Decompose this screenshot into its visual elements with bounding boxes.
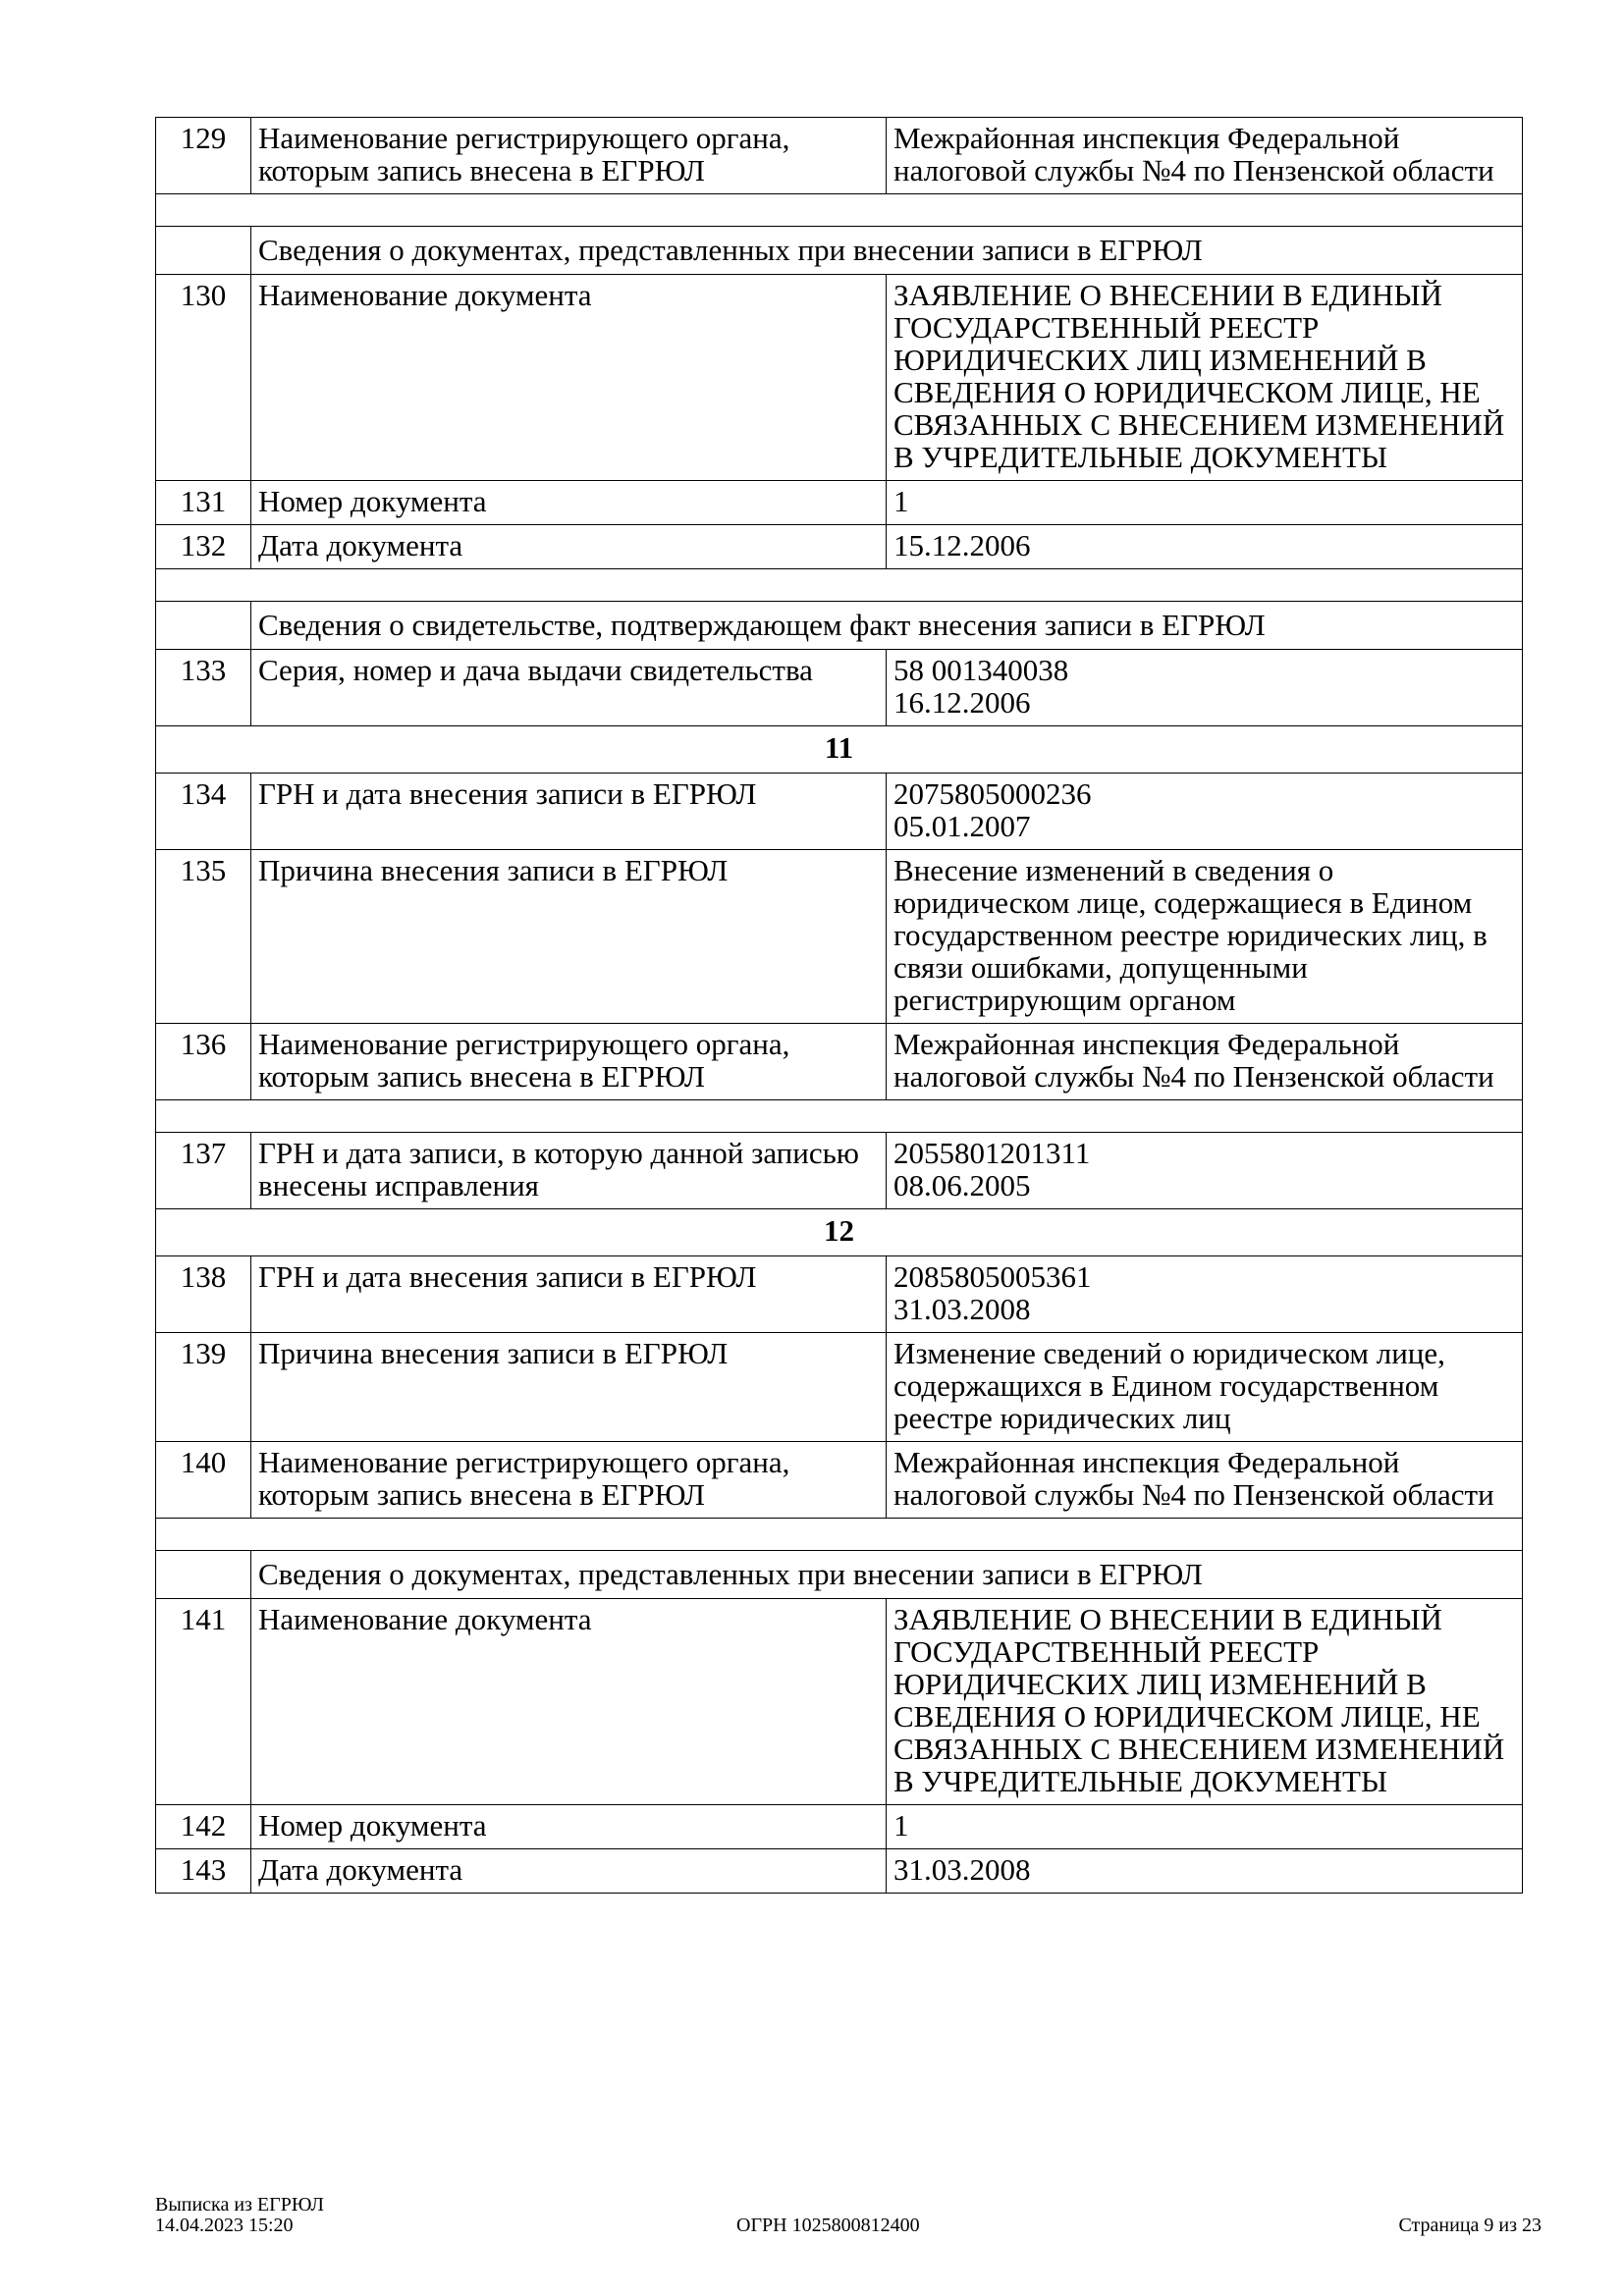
field-value: 2055801201311 08.06.2005 <box>887 1133 1523 1209</box>
spacer-row <box>156 1519 1523 1551</box>
section-title: Сведения о свидетельстве, подтверждающем факт внесения записи в ЕГРЮЛ <box>251 602 1523 650</box>
row-number: 142 <box>156 1805 251 1849</box>
spacer-row <box>156 1100 1523 1133</box>
footer-left <box>155 2195 324 2236</box>
field-value: ЗАЯВЛЕНИЕ О ВНЕСЕНИИ В ЕДИНЫЙ ГОСУДАРСТВЕННЫЙ РЕЕСТР ЮРИДИЧЕСКИХ ЛИЦ ИЗМЕНЕНИЙ В СВЕДЕНИЯ О ЮРИДИЧЕСКОМ ЛИЦЕ, НЕ СВЯЗАННЫХ С ВНЕСЕНИЕМ ИЗМЕНЕНИЙ В УЧРЕДИТЕЛЬНЫЕ ДОКУМЕНТЫ <box>887 1599 1523 1805</box>
field-name: Дата документа <box>251 525 887 569</box>
table-row <box>156 1024 1523 1100</box>
field-name: Номер документа <box>251 1805 887 1849</box>
egrul-extract-table <box>155 117 1523 1894</box>
footer-timestamp: 14.04.2023 15:20 <box>155 2215 294 2236</box>
spacer-cell <box>156 194 1523 227</box>
field-name: ГРН и дата внесения записи в ЕГРЮЛ <box>251 1256 887 1333</box>
field-value: Внесение изменений в сведения о юридическом лице, содержащиеся в Едином государственном реестре юридических лиц, в связи ошибками, допущенными регистрирующим органом <box>887 850 1523 1024</box>
section-title: Сведения о документах, представленных при внесении записи в ЕГРЮЛ <box>251 227 1523 275</box>
field-name: Наименование документа <box>251 1599 887 1805</box>
section-header-row <box>156 602 1523 650</box>
section-number-cell <box>156 227 251 275</box>
spacer-row <box>156 569 1523 602</box>
row-number: 129 <box>156 118 251 194</box>
spacer-cell <box>156 569 1523 602</box>
table-row <box>156 650 1523 726</box>
field-name: Номер документа <box>251 481 887 525</box>
footer-doc-title: Выписка из ЕГРЮЛ <box>155 2194 324 2216</box>
table-row <box>156 481 1523 525</box>
field-value: 2075805000236 05.01.2007 <box>887 774 1523 850</box>
section-header-row <box>156 1551 1523 1599</box>
group-header-row <box>156 1209 1523 1256</box>
field-name: Причина внесения записи в ЕГРЮЛ <box>251 1333 887 1442</box>
row-number: 140 <box>156 1442 251 1519</box>
table-row <box>156 1256 1523 1333</box>
group-number: 11 <box>156 726 1523 774</box>
table-row <box>156 1849 1523 1894</box>
section-header-row <box>156 227 1523 275</box>
footer-page-number: Страница 9 из 23 <box>1398 2215 1542 2236</box>
section-title: Сведения о документах, представленных при внесении записи в ЕГРЮЛ <box>251 1551 1523 1599</box>
field-name: ГРН и дата внесения записи в ЕГРЮЛ <box>251 774 887 850</box>
page-footer <box>155 2195 1542 2238</box>
spacer-cell <box>156 1100 1523 1133</box>
row-number: 137 <box>156 1133 251 1209</box>
row-number: 131 <box>156 481 251 525</box>
table-row <box>156 850 1523 1024</box>
row-number: 138 <box>156 1256 251 1333</box>
field-name: Причина внесения записи в ЕГРЮЛ <box>251 850 887 1024</box>
field-name: Дата документа <box>251 1849 887 1894</box>
row-number: 139 <box>156 1333 251 1442</box>
row-number: 132 <box>156 525 251 569</box>
field-name: ГРН и дата записи, в которую данной записью внесены исправления <box>251 1133 887 1209</box>
table-row <box>156 118 1523 194</box>
row-number: 134 <box>156 774 251 850</box>
table-row <box>156 1333 1523 1442</box>
row-number: 136 <box>156 1024 251 1100</box>
field-value: 31.03.2008 <box>887 1849 1523 1894</box>
field-value: 2085805005361 31.03.2008 <box>887 1256 1523 1333</box>
group-header-row <box>156 726 1523 774</box>
field-name: Серия, номер и дача выдачи свидетельства <box>251 650 887 726</box>
row-number: 135 <box>156 850 251 1024</box>
row-number: 133 <box>156 650 251 726</box>
table-row <box>156 1805 1523 1849</box>
table-row <box>156 1133 1523 1209</box>
section-number-cell <box>156 602 251 650</box>
field-value: Межрайонная инспекция Федеральной налоговой службы №4 по Пензенской области <box>887 1442 1523 1519</box>
field-name: Наименование документа <box>251 275 887 481</box>
table-row <box>156 1442 1523 1519</box>
row-number: 141 <box>156 1599 251 1805</box>
table-row <box>156 275 1523 481</box>
field-value: Изменение сведений о юридическом лице, содержащихся в Едином государственном реестре юридических лиц <box>887 1333 1523 1442</box>
row-number: 130 <box>156 275 251 481</box>
section-number-cell <box>156 1551 251 1599</box>
field-value: 58 001340038 16.12.2006 <box>887 650 1523 726</box>
field-value: Межрайонная инспекция Федеральной налоговой службы №4 по Пензенской области <box>887 1024 1523 1100</box>
table-row <box>156 525 1523 569</box>
field-name: Наименование регистрирующего органа, которым запись внесена в ЕГРЮЛ <box>251 118 887 194</box>
table-row <box>156 774 1523 850</box>
table-row <box>156 1599 1523 1805</box>
group-number: 12 <box>156 1209 1523 1256</box>
field-value: 1 <box>887 1805 1523 1849</box>
field-value: ЗАЯВЛЕНИЕ О ВНЕСЕНИИ В ЕДИНЫЙ ГОСУДАРСТВЕННЫЙ РЕЕСТР ЮРИДИЧЕСКИХ ЛИЦ ИЗМЕНЕНИЙ В СВЕДЕНИЯ О ЮРИДИЧЕСКОМ ЛИЦЕ, НЕ СВЯЗАННЫХ С ВНЕСЕНИЕМ ИЗМЕНЕНИЙ В УЧРЕДИТЕЛЬНЫЕ ДОКУМЕНТЫ <box>887 275 1523 481</box>
footer-ogrn: ОГРН 1025800812400 <box>736 2215 920 2236</box>
spacer-row <box>156 194 1523 227</box>
field-value: Межрайонная инспекция Федеральной налоговой службы №4 по Пензенской области <box>887 118 1523 194</box>
field-name: Наименование регистрирующего органа, которым запись внесена в ЕГРЮЛ <box>251 1024 887 1100</box>
field-value: 1 <box>887 481 1523 525</box>
spacer-cell <box>156 1519 1523 1551</box>
field-value: 15.12.2006 <box>887 525 1523 569</box>
field-name: Наименование регистрирующего органа, которым запись внесена в ЕГРЮЛ <box>251 1442 887 1519</box>
row-number: 143 <box>156 1849 251 1894</box>
